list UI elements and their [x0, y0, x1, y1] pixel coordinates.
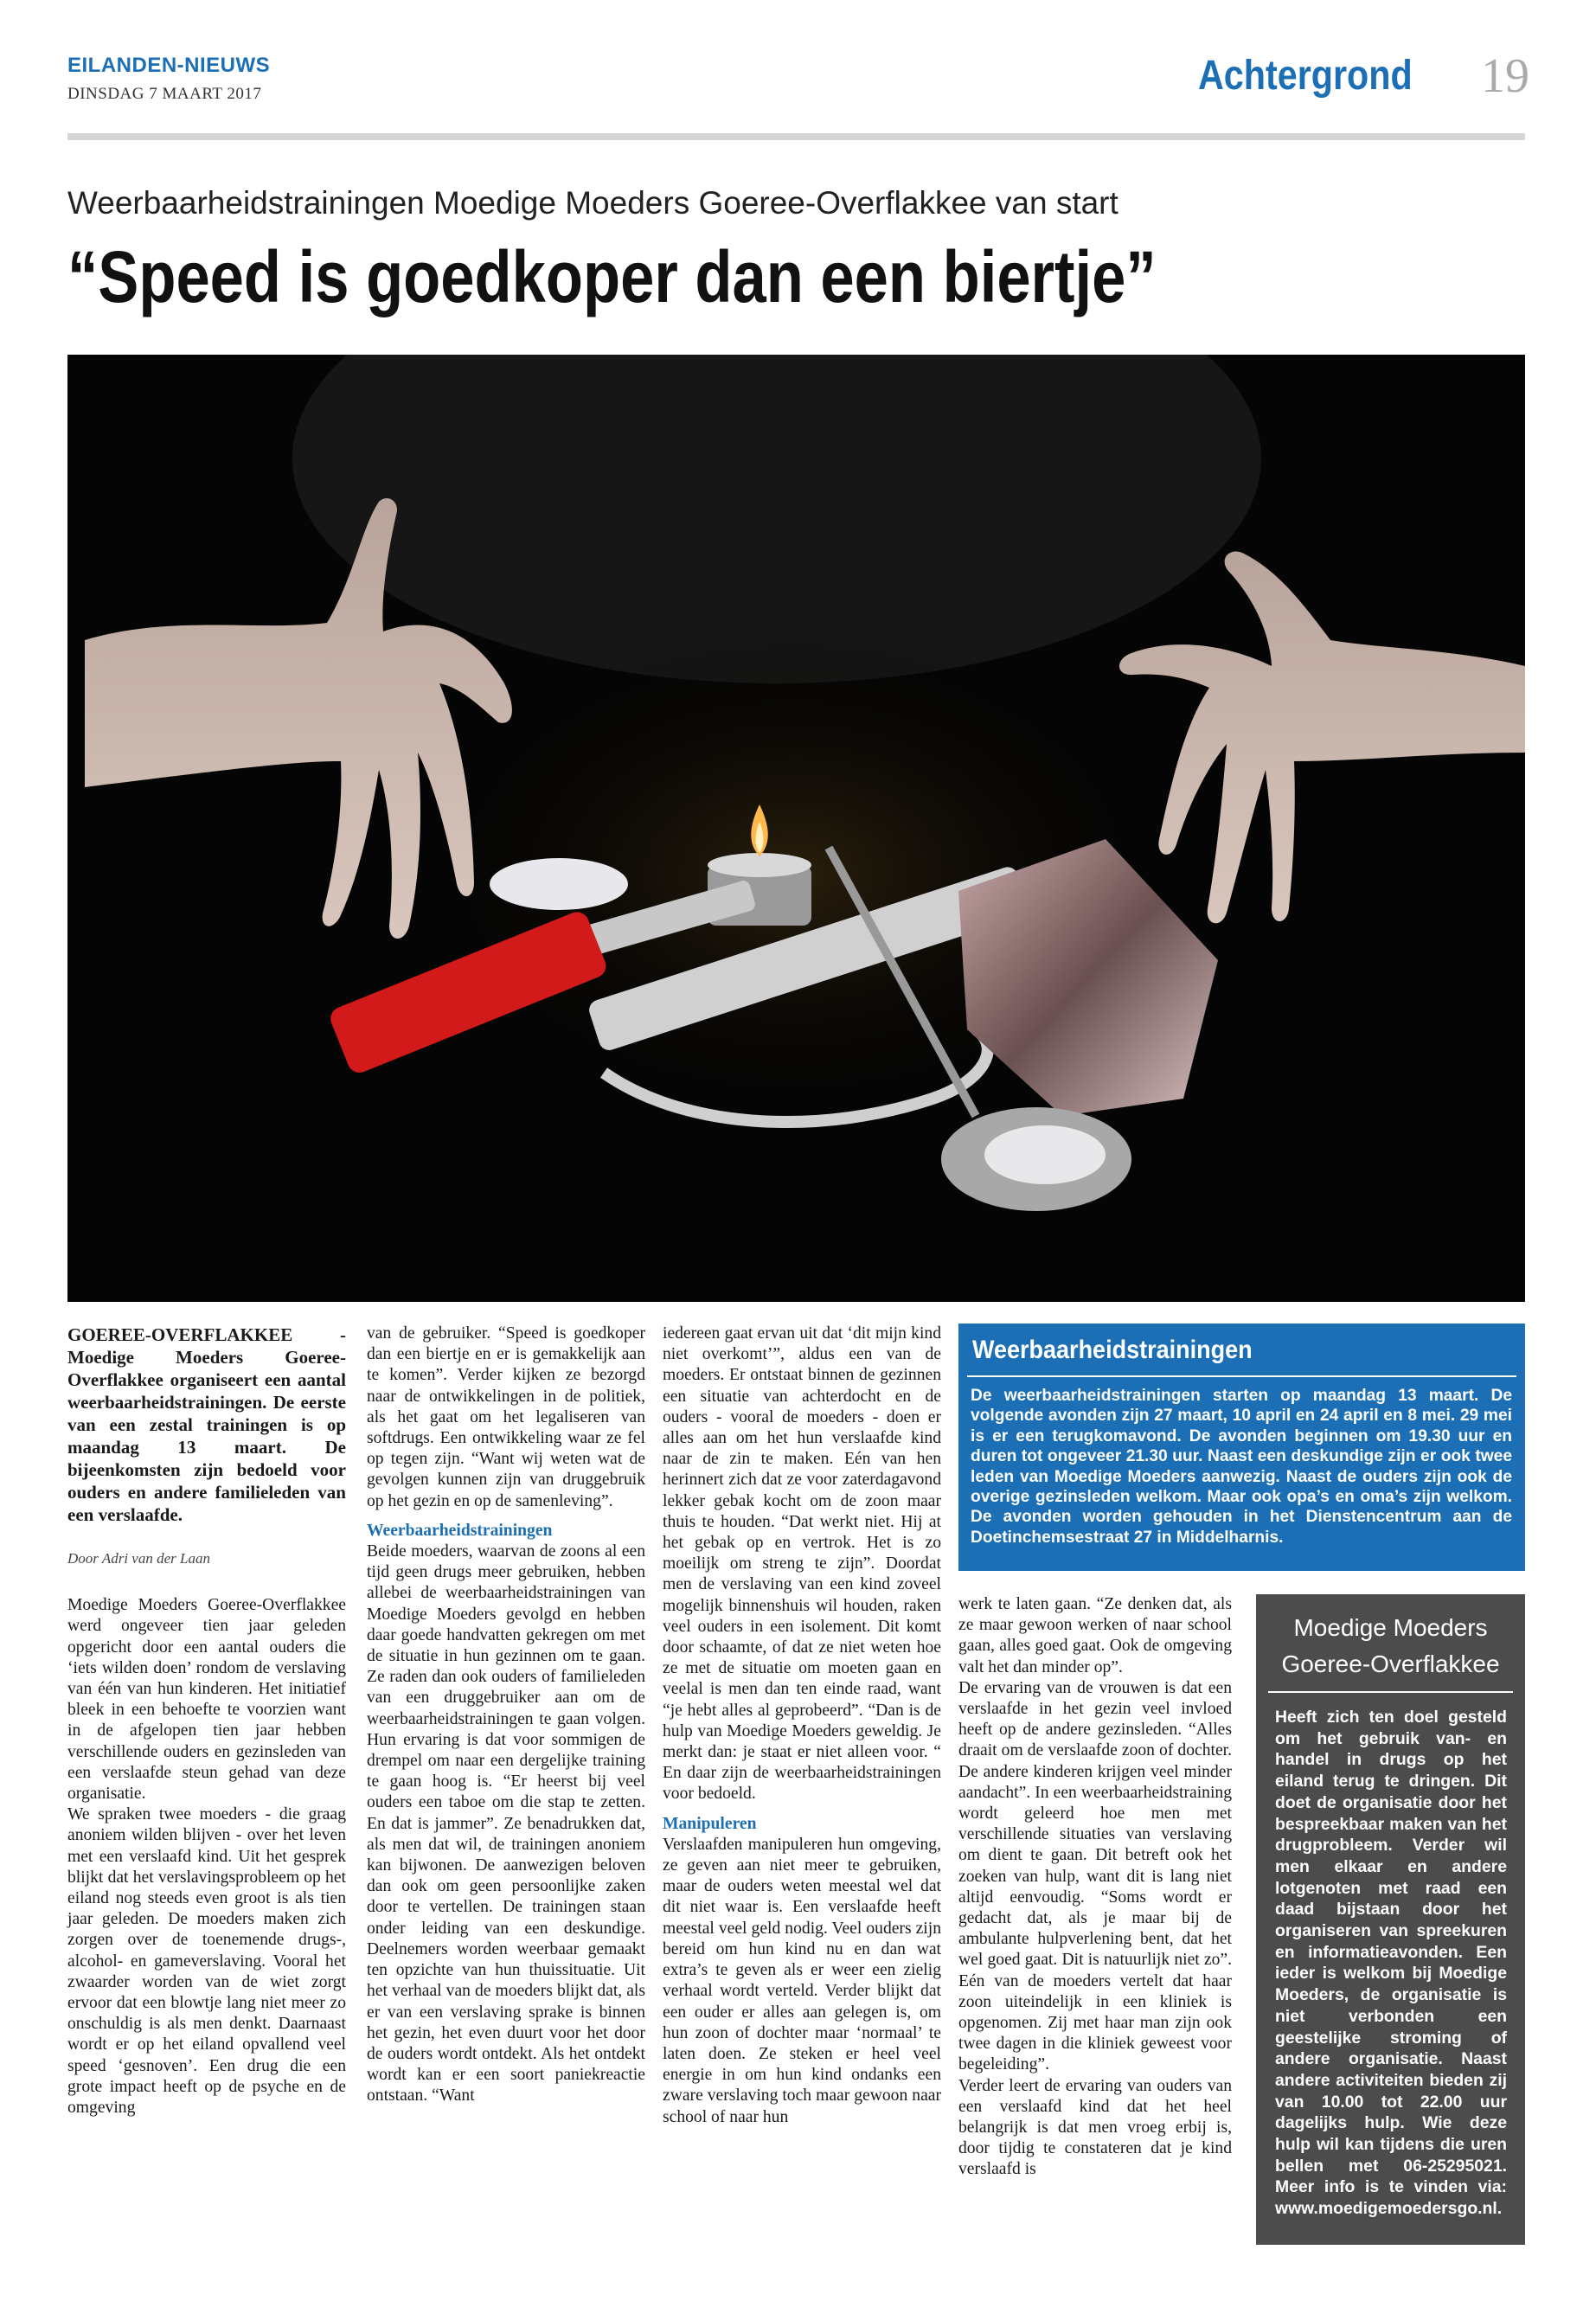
organization-box-rule [1268, 1691, 1513, 1693]
article-byline: Door Adri van der Laan [67, 1550, 210, 1567]
organization-box-title-line2: Goeree-Overflakkee [1281, 1650, 1500, 1677]
issue-date: DINSDAG 7 MAART 2017 [67, 85, 262, 103]
organization-info-box [1256, 1594, 1525, 2245]
body-paragraph: Beide moeders, waarvan de zoons al een tijd geen drugs meer gebruiken, hebben allebei de weerbaarheidstrainingen van Moedige Moeders gevolgd en hebben daar goede handvatten gekregen om met de situatie in hun gezinnen om te gaan. Ze raden dan ook ouders of familieleden van een druggebruiker aan om de weerbaarheidstrainingen te gaan volgen. Hun ervaring is dat voor sommigen de drempel om naar een dergelijke training te gaan hoog is. “Er heerst bij veel ouders een taboe om die stap te zetten. En dat is jammer”. Ze benadrukken dat, als men dat wil, de trainingen anoniem kan bijwonen. De aanwezigen beloven dan ook om geen persoonlijke zaken door te vertellen. De trainingen staan onder leiding van een deskundige. Deelnemers worden weerbaar gemaakt ten opzichte van hun thuissituatie. Uit het verhaal van de moeders blijkt dat, als er van een verslaving sprake is binnen het gezin, het even duurt voor het door de ouders wordt ontdekt. Als het ontdekt wordt kan er een soort paniekreactie ontstaan. “Want [367, 1542, 645, 2106]
body-paragraph: Verder leert de ervaring van ouders van een verslaafd kind dat het heel belangrijk is dat men vroeg erbij is, door tijdig te constateren dat je kind verslaafd is [958, 2076, 1232, 2179]
article-kicker: Weerbaarheidstrainingen Moedige Moeders Goeree-Overflakkee van start [67, 185, 1118, 221]
header-rule [67, 133, 1525, 140]
subheading-weerbaarheidstrainingen: Weerbaarheidstrainingen [367, 1521, 553, 1540]
drug-paraphernalia-photo [67, 355, 1525, 1302]
body-paragraph: iedereen gaat ervan uit dat ‘dit mijn kind niet overkomt’”, aldus een van de moeders. Er ontstaat binnen de gezinnen een situatie van achterdocht en de ouders - vooral de moeders - doen er alles aan om het hun verslaafde kind naar de zin te maken. Eén van hen herinnert zich dat ze voor zaterdagavond lekker gebak kocht om de zoon maar thuis te houden. “Dat werkt niet. Hij at het gebak op en vertrok. Het is zo moeilijk om streng te zijn”. Doordat men de verslaving van een kind zoveel mogelijk binnenshuis wil houden, raken veel ouders in een isolement. Dit komt door schaamte, of dat ze niet weten hoe ze met de situatie om moeten gaan en veelal is men dan ten einde raad, want “je hebt alles al geprobeerd”. “Dan is de hulp van Moedige Moeders geweldig. Je merkt dan: je staat er niet alleen voor. “ En daar zijn de weerbaarheidstrainingen voor bedoeld. [663, 1324, 941, 1804]
organization-box-title [1256, 1610, 1525, 1682]
article-column-1 [67, 1324, 346, 2118]
body-paragraph: werk te laten gaan. “Ze denken dat, als ze maar gewoon werken of naar school gaan, alles goed gaat. Ook de omgeving valt het dan minder op”. [958, 1595, 1232, 1676]
trainings-box-rule [967, 1375, 1516, 1377]
section-title: Achtergrond [1198, 53, 1413, 99]
organization-box-body: Heeft zich ten doel gesteld om het gebruik van- en handel in drugs op het eiland terug te dringen. Dit doet de organisatie door het bespreekbaar maken van het drugprobleem. Verder wil men elkaar en andere lotgenoten met raad een daad bijstaan door het organiseren van spreekuren en informatieavonden. Een ieder is welkom bij Moedige Moeders, de organisatie is niet verbonden een geestelijke stroming of andere organisatie. Naast andere activiteiten bieden zij van 10.00 tot 22.00 uur dagelijks hulp. Wie deze hulp wil kan tijdens die uren bellen met 06-25295021. Meer info is te vinden via: www.moedigemoedersgo.nl. [1275, 1708, 1507, 2219]
trainings-box-body: De weerbaarheidstrainingen starten op maandag 13 maart. De volgende avonden zijn 27 maart, 10 april en 24 april en 8 mei. 29 mei is er een terugkomavond. De avonden beginnen om 19.30 uur en duren tot ongeveer 21.30 uur. Naast een deskundige zijn er ook twee leden van Moedige Moeders aanwezig. Naast de ouders zijn ook de overige gezinsleden welkom. Maar ook opa’s en oma’s zijn welkom. De avonden worden gehouden in het Dienstencentrum aan de Doetinchemsestraat 27 in Middelharnis. [971, 1387, 1512, 1547]
photo-illustration [67, 355, 1525, 1302]
trainings-info-box [958, 1324, 1525, 1571]
article-lead: GOEREE-OVERFLAKKEE - Moedige Moeders Goeree-Overflakkee organiseert een aantal weerbaarheidstrainingen. De eerste van een zestal trainingen is op maandag 13 maart. De bijeenkomsten zijn bedoeld voor ouders en andere familieleden van een verslaafde. [67, 1324, 346, 1525]
article-column-4 [958, 1594, 1232, 2181]
body-paragraph: De ervaring van de vrouwen is dat een verslaafde in het gezin veel invloed heeft op de andere gezinsleden. “Alles draait om de verslaafde zoon of dochter. De andere kinderen krijgen veel minder aandacht”. In een weerbaarheidstraining wordt geleerd hoe men met verschillende situaties van verslaving om dient te gaan. Dit betreft ook het zoeken van hulp, want dit is lang niet altijd eenvoudig. “Soms wordt er gedacht dat, als je maar bij de ambulante hulpverlening bent, dat het wel goed gaat. Dit is natuurlijk niet zo”. Eén van de moeders vertelt dat haar zoon uiteindelijk in een kliniek is opgenomen. Zij met haar man zijn ook twee dagen in die kliniek geweest voor begeleiding”. [958, 1678, 1232, 2074]
trainings-box-title: Weerbaarheidstrainingen [972, 1336, 1253, 1364]
article-headline: “Speed is goedkoper dan een biertje” [67, 236, 1157, 317]
article-column-2 [367, 1324, 645, 2107]
body-paragraph: Moedige Moeders Goeree-Overflakkee werd ongeveer tien jaar geleden opgericht door een aantal ouders die ‘iets wilden doen’ rondom de verslaving van één van hun kinderen. Het initiatief bleek in een behoefte te voorzien want in de afgelopen tien jaar hebben verschillende ouders en gezinsleden van een verslaafde steun gehad van deze organisatie. [67, 1596, 346, 1804]
white-powder [490, 858, 628, 910]
page-number: 19 [1481, 49, 1529, 103]
body-paragraph: Verslaafden manipuleren hun omgeving, ze geven aan niet meer te gebruiken, maar de ouders weten meestal wel dat dit niet waar is. Een verslaafde heeft meestal veel geld nodig. Veel ouders zijn bereid om hun kind nu en dan wat extra’s te geven als er weer een zielig verhaal wordt verteld. Verder blijkt dat een ouder er alles aan gelegen is, om hun zoon of dochter maar ‘normaal’ te laten doen. Ze steken er heel veel energie in om hun kind ondanks een zware verslaving toch maar gewoon naar school of naar hun [663, 1835, 941, 2126]
article-column-3 [663, 1324, 941, 2128]
body-paragraph: We spraken twee moeders - die graag anoniem wilden blijven - over het leven met een verslaafd kind. Uit het gesprek blijkt dat het verslavingsprobleem op het eiland nog steeds even groot is als tien jaar geleden. De moeders maken zich zorgen over de toenemende drugs-, alcohol- en gameverslaving. Vooral het zwaarder worden van de wiet zorgt ervoor dat een blowtje lang niet meer zo onschuldig is als men denkt. Daarnaast wordt er op het eiland opvallend veel speed ‘gesnoven’. Een drug die een grote impact heeft op de psyche en de omgeving [67, 1805, 346, 2118]
organization-box-title-line1: Moedige Moeders [1293, 1614, 1488, 1641]
body-paragraph: van de gebruiker. “Speed is goedkoper dan een biertje en er is gemakkelijk aan te komen”. Verder kijken ze bezorgd naar de ontwikkelingen in de politiek, als het gaat om het legaliseren van softdrugs. Een ontwikkeling waar ze fel op tegen zijn. “Want wij weten wat de gevolgen kunnen zijn van druggebruik op het gezin en op de samenleving”. [367, 1324, 645, 1510]
masthead-logo: EILANDEN-NIEUWS [67, 54, 271, 77]
subheading-manipuleren: Manipuleren [663, 1814, 757, 1833]
